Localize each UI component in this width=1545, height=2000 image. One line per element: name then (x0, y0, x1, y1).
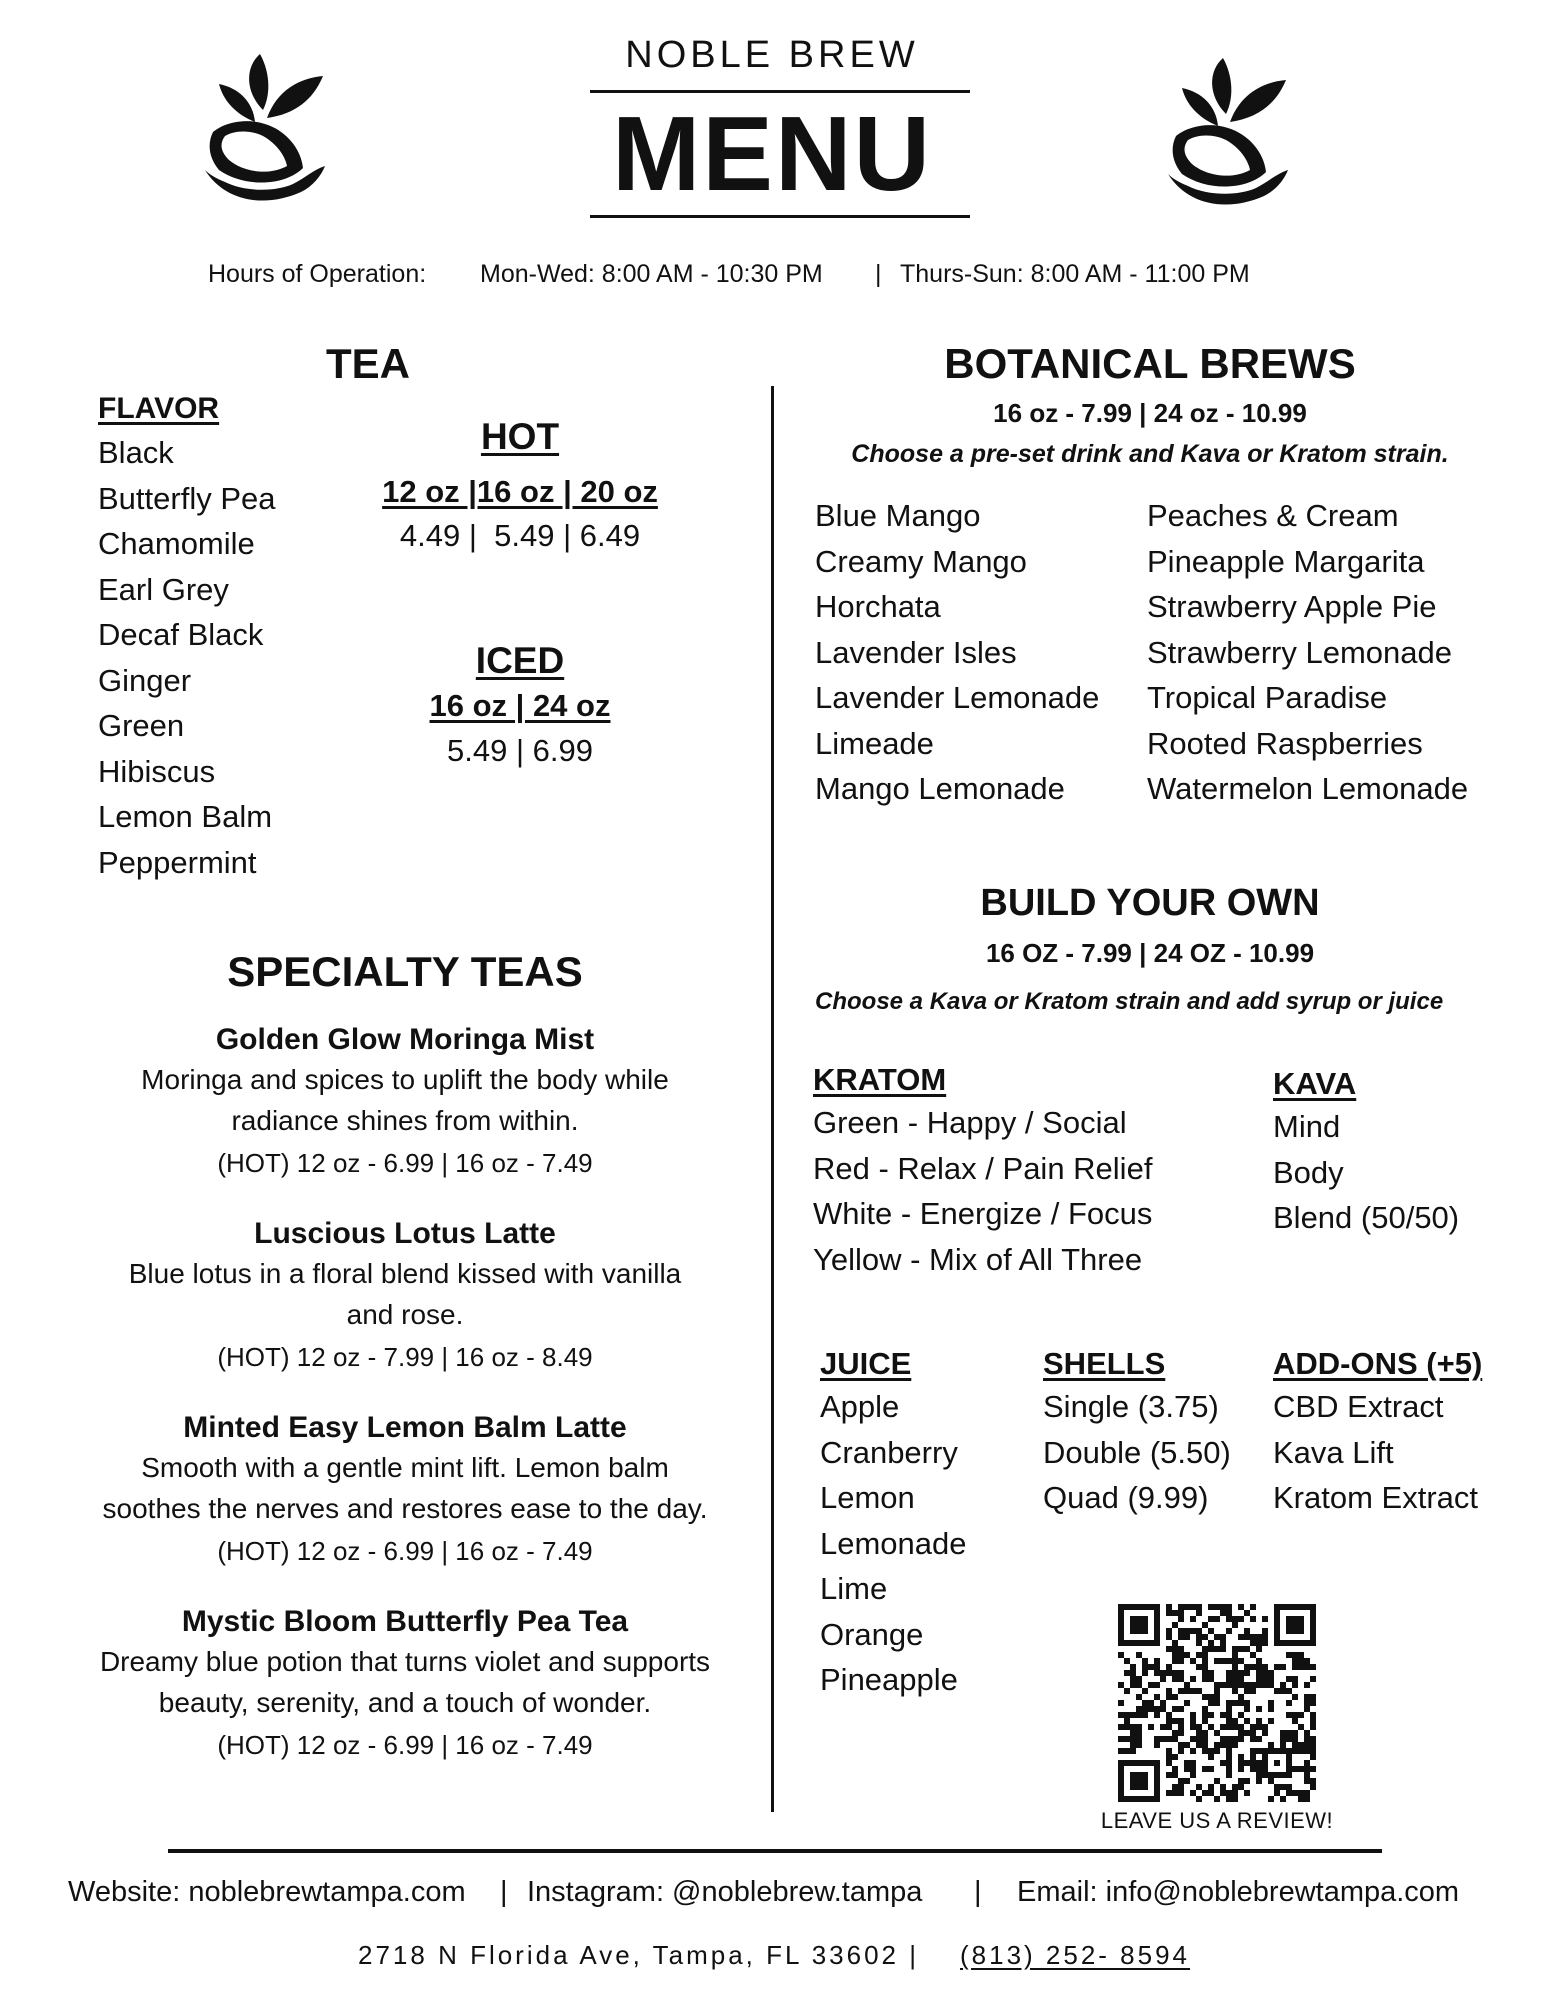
list-item: Apple (820, 1389, 900, 1424)
list-item: CBD Extract (1273, 1389, 1444, 1424)
leaf-bowl-logo-right (1168, 56, 1288, 216)
hot-prices: 4.49 | 5.49 | 6.49 (399, 518, 641, 553)
flavor-heading: FLAVOR (98, 392, 220, 425)
build-prices: 16 OZ - 7.99 | 24 OZ - 10.99 (985, 938, 1315, 968)
specialty-item (60, 1214, 750, 1378)
juice-list (820, 1384, 967, 1703)
list-item: Peaches & Cream (1147, 498, 1399, 533)
iced-prices: 5.49 | 6.99 (447, 733, 593, 768)
list-item: Lavender Lemonade (815, 680, 1100, 715)
list-item: Creamy Mango (815, 543, 1027, 579)
footer-rule (168, 1849, 1382, 1853)
qr-code-icon (1118, 1604, 1316, 1802)
list-item: Lime (820, 1571, 888, 1606)
iced-title: ICED (475, 640, 565, 681)
list-item: Earl Grey (98, 571, 229, 607)
footer-separator: | (974, 1876, 982, 1908)
list-item: Pineapple (820, 1662, 958, 1697)
list-item: Cranberry (820, 1434, 958, 1470)
list-item: Ginger (98, 662, 192, 698)
specialty-price: (HOT) 12 oz - 6.99 | 16 oz - 7.49 (217, 1730, 593, 1760)
botanical-title: BOTANICAL BREWS (944, 340, 1356, 387)
list-item: Lemon Balm (98, 799, 273, 834)
list-item: Single (3.75) (1043, 1389, 1219, 1424)
list-item: Peppermint (98, 844, 257, 880)
list-item: Hibiscus (98, 753, 216, 789)
footer-address: 2718 N Florida Ave, Tampa, FL 33602 | (358, 1940, 919, 1970)
specialty-item (60, 1020, 750, 1184)
list-item: Watermelon Lemonade (1147, 771, 1469, 806)
list-item: Orange (820, 1616, 924, 1652)
flavor-list (98, 430, 275, 885)
header-bottom-rule (590, 215, 970, 218)
footer-instagram[interactable]: Instagram: @noblebrew.tampa (527, 1876, 923, 1908)
build-title: BUILD YOUR OWN (980, 882, 1320, 924)
list-item: Pineapple Margarita (1147, 543, 1425, 579)
kratom-list (813, 1100, 1152, 1282)
specialty-desc: Blue lotus in a floral blend kissed with vanilla (128, 1258, 682, 1289)
leaf-bowl-icon (1168, 56, 1288, 216)
specialty-desc: Moringa and spices to uplift the body while (141, 1064, 669, 1095)
list-item: Green (98, 708, 185, 743)
footer-separator: | (500, 1876, 508, 1908)
list-item: Lemon (820, 1480, 915, 1515)
kava-heading: KAVA (1273, 1066, 1357, 1101)
list-item: Kava Lift (1273, 1434, 1394, 1470)
list-item: White - Energize / Focus (813, 1196, 1153, 1231)
specialty-desc: beauty, serenity, and a touch of wonder. (158, 1687, 652, 1718)
specialty-name: Golden Glow Moringa Mist (215, 1023, 595, 1056)
botanical-note: Choose a pre-set drink and Kava or Kratom strain. (851, 440, 1449, 468)
list-item: Yellow - Mix of All Three (813, 1241, 1143, 1277)
hot-title: HOT (480, 416, 560, 457)
specialty-item (60, 1408, 750, 1572)
leaf-bowl-logo-left (205, 52, 325, 212)
menu-title: MENU (611, 95, 933, 213)
list-item: Butterfly Pea (98, 480, 276, 516)
hours-weekend: Thurs-Sun: 8:00 AM - 11:00 PM (900, 260, 1250, 288)
review-label: LEAVE US A REVIEW! (1100, 1808, 1334, 1833)
tea-title: TEA (326, 340, 410, 387)
specialty-item (60, 1602, 750, 1766)
botanical-list-left (815, 493, 1099, 812)
footer-phone[interactable]: (813) 252- 8594 (960, 1940, 1191, 1970)
footer-email[interactable]: Email: info@noblebrewtampa.com (1017, 1876, 1460, 1908)
specialty-price: (HOT) 12 oz - 6.99 | 16 oz - 7.49 (217, 1536, 593, 1566)
specialty-name: Minted Easy Lemon Balm Latte (183, 1411, 627, 1444)
specialty-desc: radiance shines from within. (231, 1105, 579, 1136)
list-item: Strawberry Lemonade (1147, 634, 1452, 670)
specialty-price: (HOT) 12 oz - 7.99 | 16 oz - 8.49 (217, 1342, 593, 1372)
list-item: Green - Happy / Social (813, 1105, 1127, 1140)
list-item: Limeade (815, 725, 934, 761)
list-item: Mango Lemonade (815, 771, 1065, 806)
hot-sizes: 12 oz |16 oz | 20 oz (382, 474, 658, 509)
list-item: Quad (9.99) (1043, 1480, 1209, 1515)
list-item: Red - Relax / Pain Relief (813, 1150, 1153, 1186)
specialty-title: SPECIALTY TEAS (227, 948, 583, 995)
specialty-name: Luscious Lotus Latte (254, 1217, 556, 1250)
list-item: Body (1273, 1154, 1344, 1190)
leaf-bowl-icon (205, 52, 325, 212)
list-item: Chamomile (98, 526, 255, 561)
kava-list (1273, 1104, 1459, 1241)
list-item: Blend (50/50) (1273, 1200, 1460, 1235)
list-item: Double (5.50) (1043, 1434, 1231, 1470)
iced-sizes: 16 oz | 24 oz (429, 688, 611, 723)
shells-heading: SHELLS (1043, 1346, 1166, 1381)
list-item: Kratom Extract (1273, 1480, 1478, 1515)
specialty-desc: Dreamy blue potion that turns violet and supports (99, 1646, 711, 1677)
review-qr-code[interactable] (1118, 1604, 1316, 1807)
list-item: Tropical Paradise (1147, 680, 1388, 715)
botanical-list-right (1147, 493, 1468, 812)
list-item: Mind (1273, 1109, 1341, 1144)
list-item: Rooted Raspberries (1147, 725, 1423, 761)
footer-website[interactable]: Website: noblebrewtampa.com (68, 1876, 466, 1908)
hours-separator: | (875, 260, 882, 288)
list-item: Black (98, 435, 174, 470)
juice-heading: JUICE (820, 1346, 912, 1381)
column-divider (771, 386, 774, 1812)
hours-label: Hours of Operation: (208, 260, 427, 288)
shells-list (1043, 1384, 1231, 1521)
brand-name: NOBLE BREW (625, 34, 919, 76)
specialty-price: (HOT) 12 oz - 6.99 | 16 oz - 7.49 (217, 1148, 593, 1178)
list-item: Horchata (815, 589, 941, 624)
kratom-heading: KRATOM (813, 1062, 947, 1097)
hours-weekday: Mon-Wed: 8:00 AM - 10:30 PM (480, 260, 823, 288)
list-item: Decaf Black (98, 617, 264, 652)
list-item: Lavender Isles (815, 634, 1017, 670)
specialty-desc: Smooth with a gentle mint lift. Lemon balm (141, 1452, 669, 1483)
build-note: Choose a Kava or Kratom strain and add syrup or juice (815, 988, 1444, 1015)
specialty-desc: and rose. (346, 1299, 464, 1330)
specialty-desc: soothes the nerves and restores ease to the day. (102, 1493, 708, 1524)
botanical-prices: 16 oz - 7.99 | 24 oz - 10.99 (993, 398, 1307, 428)
list-item: Strawberry Apple Pie (1147, 589, 1437, 624)
header-top-rule (590, 90, 970, 93)
addons-heading: ADD-ONS (+5) (1273, 1346, 1483, 1381)
list-item: Blue Mango (815, 498, 981, 533)
specialty-name: Mystic Bloom Butterfly Pea Tea (181, 1605, 629, 1638)
list-item: Lemonade (820, 1525, 967, 1561)
addons-list (1273, 1384, 1478, 1521)
